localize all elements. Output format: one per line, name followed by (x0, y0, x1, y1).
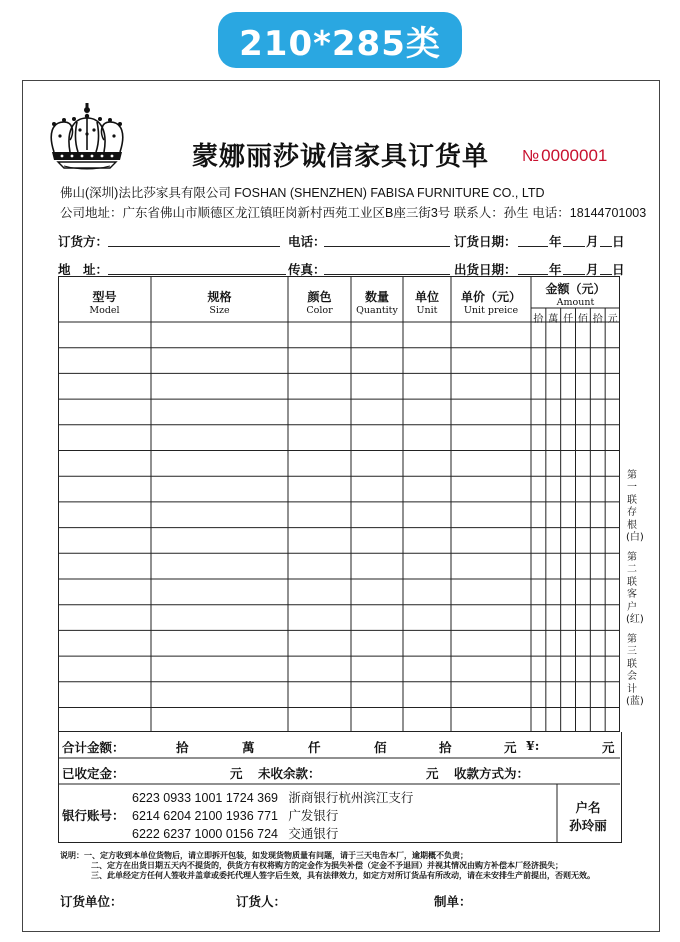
order-date-label: 订货日期： (454, 234, 517, 249)
copy-label-3: 第三联会计(蓝) (626, 634, 644, 708)
note-item-1: 一、定方收到本单位货物后，请立即拆开包装，如发现货物质量有问题，请于三天电告本厂，逾期概不负责； (84, 850, 468, 860)
amount-digit-3: 佰 (577, 314, 588, 325)
serial-number (522, 146, 607, 166)
amount-digit-1: 萬 (548, 314, 559, 325)
customer-label: 订货方： (58, 234, 109, 249)
deposit-yuan: 元 (230, 766, 243, 781)
customer-line[interactable] (108, 232, 280, 247)
payment-method-label: 收款方式为： (454, 766, 530, 781)
account-holder (558, 798, 618, 834)
crown-logo-icon (44, 100, 130, 172)
order-year-label: 年 (549, 234, 562, 249)
copy-label-2: 第二联客户(红) (626, 552, 644, 626)
order-table (58, 276, 620, 732)
note-item-2: 二、定方在出货日期五天内不提货的，供货方有权将购方的定金作为损失补偿（定金不予退回）并视其情况由购方补偿本厂经济损失； (91, 860, 563, 870)
serial-prefix: № (522, 148, 540, 165)
total-unit-wan: 萬 (242, 740, 255, 755)
address-line: 公司地址：广东省佛山市顺德区龙江镇旺岗新村西苑工业区B座三街3号 联系人：孙生 电话：18144701003 (60, 206, 647, 220)
address-row (58, 260, 625, 277)
bank-account-1: 6223 0933 1001 1724 369 浙商银行杭州滨江支行 (132, 791, 414, 805)
balance-label: 未收余款： (258, 766, 321, 781)
header-unit: 单位 Unit (414, 290, 439, 316)
bank-label: 银行账号： (62, 808, 125, 823)
holder-name: 孙玲丽 (569, 818, 607, 833)
balance-yuan: 元 (426, 766, 439, 781)
ship-date-label: 出货日期： (454, 262, 517, 277)
address-field-line[interactable] (108, 260, 286, 275)
holder-label: 户名 (575, 800, 601, 815)
ship-day-label: 日 (612, 262, 625, 277)
phone-line[interactable] (324, 232, 450, 247)
order-day-line[interactable] (600, 232, 612, 247)
total-unit-yuan: 元 (504, 740, 517, 755)
order-month-label: 月 (586, 234, 599, 249)
serial-value: 0000001 (541, 146, 608, 165)
total-label: 合计金额： (62, 740, 125, 755)
amount-digit-4: 拾 (592, 314, 603, 325)
prepared-by-label: 制单： (434, 894, 472, 909)
deposit-label: 已收定金： (62, 766, 125, 781)
amount-digit-0: 拾 (533, 314, 544, 325)
table-gridlines (58, 276, 620, 732)
total-currency: ¥: (526, 738, 540, 753)
notes-label: 说明： (60, 850, 84, 860)
ship-day-line[interactable] (600, 260, 612, 275)
customer-row (58, 232, 625, 249)
total-unit-shi2: 拾 (439, 740, 452, 755)
copy-label-1: 第一联存根(白) (626, 470, 644, 544)
ship-month-line[interactable] (563, 260, 585, 275)
phone-label: 电话： (288, 234, 326, 249)
order-day-label: 日 (612, 234, 625, 249)
bank-account-3: 6222 6237 1000 0156 724 交通银行 (132, 827, 339, 841)
header-color: 颜色 Color (306, 290, 333, 316)
fax-label: 传真： (288, 262, 326, 277)
header-unit-price: 单价（元） Unit preice (460, 290, 521, 316)
order-month-line[interactable] (563, 232, 585, 247)
amount-digit-2: 仟 (563, 314, 574, 325)
ship-year-label: 年 (549, 262, 562, 277)
order-year-line[interactable] (518, 232, 548, 247)
notes-section (60, 850, 595, 880)
header-size: 规格 Size (207, 290, 232, 316)
header-amount: 金额（元） Amount (545, 282, 606, 308)
total-unit-qian: 仟 (308, 740, 321, 755)
ship-month-label: 月 (586, 262, 599, 277)
address-label: 地 址： (58, 262, 109, 277)
fax-line[interactable] (324, 260, 450, 275)
note-item-3: 三、此单经定方任何人签收并盖章或委托代理人签字后生效，具有法律效力，如定方对所订货品有所改动，请在未安排生产前提出，否则无效。 (91, 870, 595, 880)
ordering-unit-label: 订货单位： (60, 894, 123, 909)
total-yuan: 元 (602, 740, 615, 755)
total-unit-bai: 佰 (374, 740, 387, 755)
orderer-label: 订货人： (236, 894, 287, 909)
amount-digit-5: 元 (607, 314, 618, 325)
header-quantity: 数量 Quantity (356, 290, 398, 316)
bank-account-2: 6214 6204 2100 1936 771 广发银行 (132, 809, 339, 823)
total-unit-shi1: 拾 (176, 740, 189, 755)
header-model: 型号 Model (89, 290, 120, 316)
size-banner: 210*285类 (218, 12, 462, 68)
form-title: 蒙娜丽莎诚信家具订货单 (192, 142, 490, 172)
ship-year-line[interactable] (518, 260, 548, 275)
company-line: 佛山(深圳)法比莎家具有限公司 FOSHAN (SHENZHEN) FABISA FURNITURE CO., LTD (60, 186, 545, 200)
